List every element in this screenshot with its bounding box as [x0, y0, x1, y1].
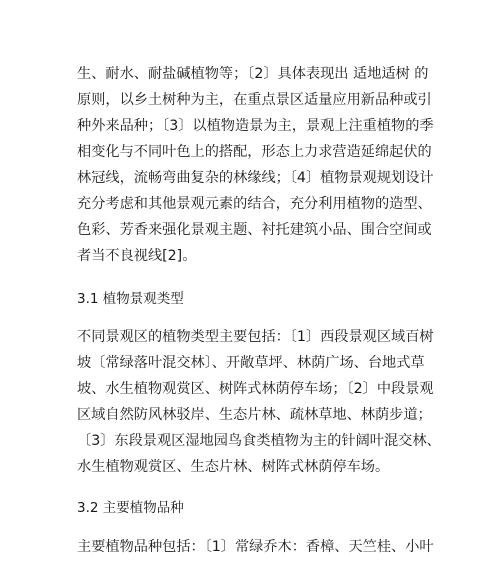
paragraph-planting-principles — [77, 61, 437, 269]
text-line: 种外来品种；〔3〕以植物造景为主，景观上注重植物的季 — [77, 118, 434, 134]
text-line: 林冠线，流畅弯曲复杂的林缘线；〔4〕植物景观规划设计 — [77, 170, 434, 186]
text-line: 原则，以乡土树种为主，在重点景区适量应用新品种或引 — [77, 92, 432, 108]
text-line: 区域自然防风林驳岸、生态片林、疏林草地、林荫步道； — [77, 407, 432, 423]
text-line: 相变化与不同叶色上的搭配，形态上力求营造延绵起伏的 — [77, 144, 432, 160]
text-line: 水生植物观赏区、生态片林、树阵式林荫停车场。 — [77, 459, 390, 475]
section-heading-3-2: 3.2 主要植物品种 — [77, 500, 184, 516]
text-line: 充分考虑和其他景观元素的结合，充分利用植物的造型、 — [77, 196, 432, 212]
text-line: 者当不良视线[2]。 — [77, 248, 197, 264]
text-line: 坡〔常绿落叶混交林〕、开敞草坪、林荫广场、台地式草 — [77, 355, 425, 371]
text-line: 主要植物品种包括：〔1〕常绿乔木：香樟、天竺桂、小叶 — [77, 539, 434, 555]
text-line: 〔3〕东段景观区湿地园鸟食类植物为主的针阔叶混交林、 — [77, 433, 441, 449]
text-line: 坡、水生植物观赏区、树阵式林荫停车场；〔2〕中段景观 — [77, 381, 434, 397]
text-line: 生、耐水、耐盐碱植物等；〔2〕具体表现出 适地适树 的 — [77, 66, 429, 82]
paragraph-landscape-types — [77, 324, 441, 480]
text-line: 不同景观区的植物类型主要包括：〔1〕西段景观区域百树 — [77, 329, 434, 345]
text-line: 色彩、芳香来强化景观主题、衬托建筑小品、围合空间或 — [77, 222, 432, 238]
page-crop-edge — [0, 556, 500, 565]
section-heading-3-1: 3.1 植物景观类型 — [77, 291, 184, 307]
